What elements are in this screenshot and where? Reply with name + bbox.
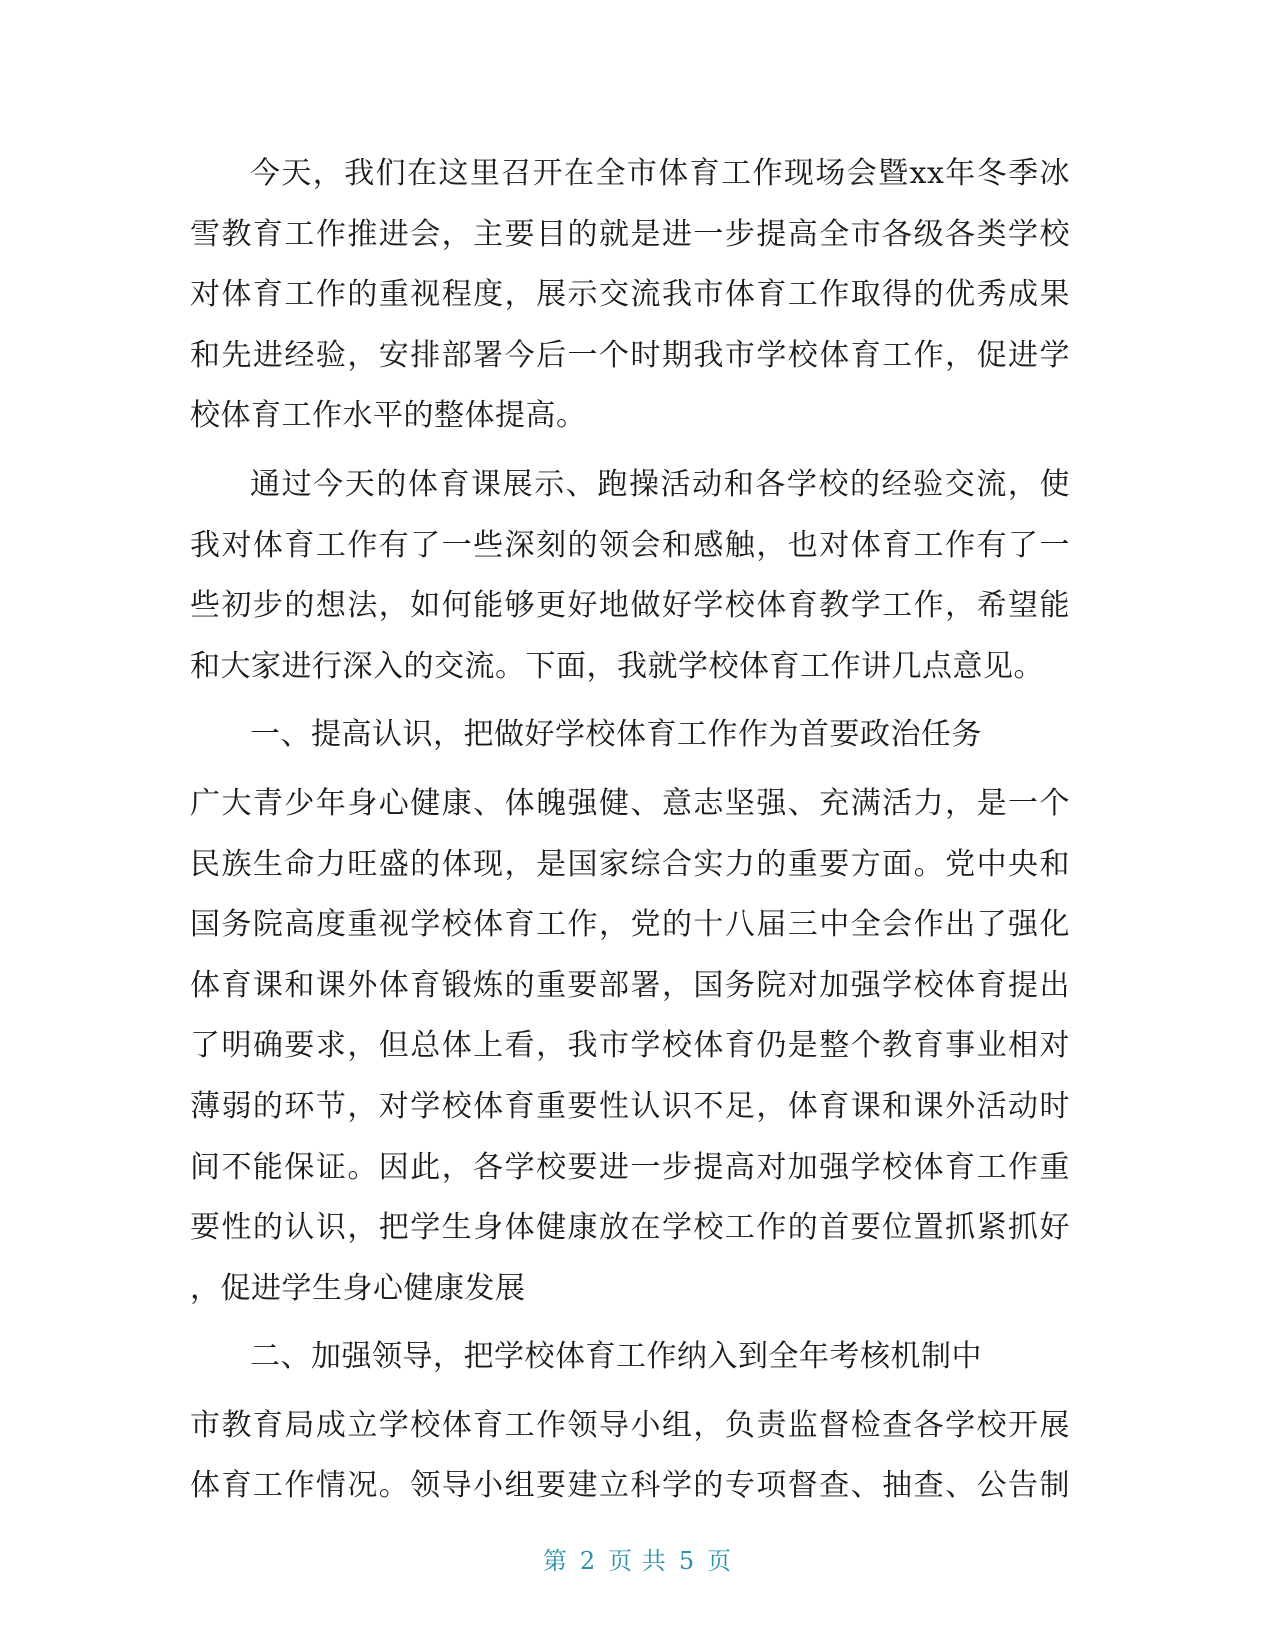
text-line: 我对体育工作有了一些深刻的领会和感触，也对体育工作有了一 — [190, 527, 1070, 563]
paragraph — [190, 455, 1070, 697]
paragraph — [190, 774, 1070, 1319]
document-body — [190, 144, 1070, 1517]
paragraph-gap — [190, 697, 1070, 705]
text-line: 间不能保证。因此，各学校要进一步提高对加强学校体育工作重 — [190, 1149, 1070, 1185]
text-line: 通过今天的体育课展示、跑操活动和各学校的经验交流，使 — [250, 466, 1070, 502]
text-line: 要性的认识，把学生身体健康放在学校工作的首要位置抓紧抓好 — [190, 1210, 1070, 1246]
text-line: 和先进经验，安排部署今后一个时期我市学校体育工作，促进学 — [190, 337, 1070, 373]
footer-suffix: 页 — [707, 1547, 733, 1575]
text-line: 今天，我们在这里召开在全市体育工作现场会暨xx年冬季冰 — [250, 156, 1070, 191]
text-line: 薄弱的环节，对学校体育重要性认识不足，体育课和课外活动时 — [190, 1088, 1070, 1124]
text-line: 了明确要求，但总体上看，我市学校体育仍是整个教育事业相对 — [190, 1028, 1070, 1064]
text-line: 和大家进行深入的交流。下面，我就学校体育工作讲几点意见。 — [190, 648, 1044, 684]
text-line: 对体育工作的重视程度，展示交流我市体育工作取得的优秀成果 — [190, 277, 1070, 313]
text-line: 民族生命力旺盛的体现，是国家综合实力的重要方面。党中央和 — [190, 846, 1070, 882]
footer-total-pages: 5 — [678, 1547, 696, 1575]
footer-current-page: 2 — [579, 1547, 597, 1575]
text-line: 雪教育工作推进会，主要目的就是进一步提高全市各级各类学校 — [190, 216, 1070, 252]
text-line: 市教育局成立学校体育工作领导小组，负责监督检查各学校开展 — [190, 1407, 1070, 1443]
text-line: 二、加强领导，把学校体育工作纳入到全年考核机制中 — [250, 1339, 982, 1375]
text-line: 校体育工作水平的整体提高。 — [190, 398, 587, 434]
text-line: 国务院高度重视学校体育工作，党的十八届三中全会作出了强化 — [190, 907, 1070, 943]
text-line: 一、提高认识，把做好学校体育工作作为首要政治任务 — [250, 717, 982, 753]
text-line: 些初步的想法，如何能够更好地做好学校体育教学工作，希望能 — [190, 588, 1070, 624]
text-line: 广大青少年身心健康、体魄强健、意志坚强、充满活力，是一个 — [190, 785, 1070, 821]
text-line: ，促进学生身心健康发展 — [190, 1270, 526, 1306]
page-footer — [0, 1541, 1275, 1576]
paragraph-gap — [190, 1319, 1070, 1327]
section-heading — [190, 705, 1070, 766]
text-line: 体育工作情况。领导小组要建立科学的专项督查、抽查、公告制 — [190, 1468, 1070, 1504]
paragraph-gap — [190, 766, 1070, 774]
paragraph-gap — [190, 447, 1070, 455]
section-heading — [190, 1327, 1070, 1388]
paragraph — [190, 1396, 1070, 1517]
paragraph — [190, 144, 1070, 447]
footer-prefix: 第 — [542, 1547, 568, 1575]
footer-middle: 页 共 — [608, 1547, 667, 1575]
text-line: 体育课和课外体育锻炼的重要部署，国务院对加强学校体育提出 — [190, 967, 1070, 1003]
paragraph-gap — [190, 1388, 1070, 1396]
